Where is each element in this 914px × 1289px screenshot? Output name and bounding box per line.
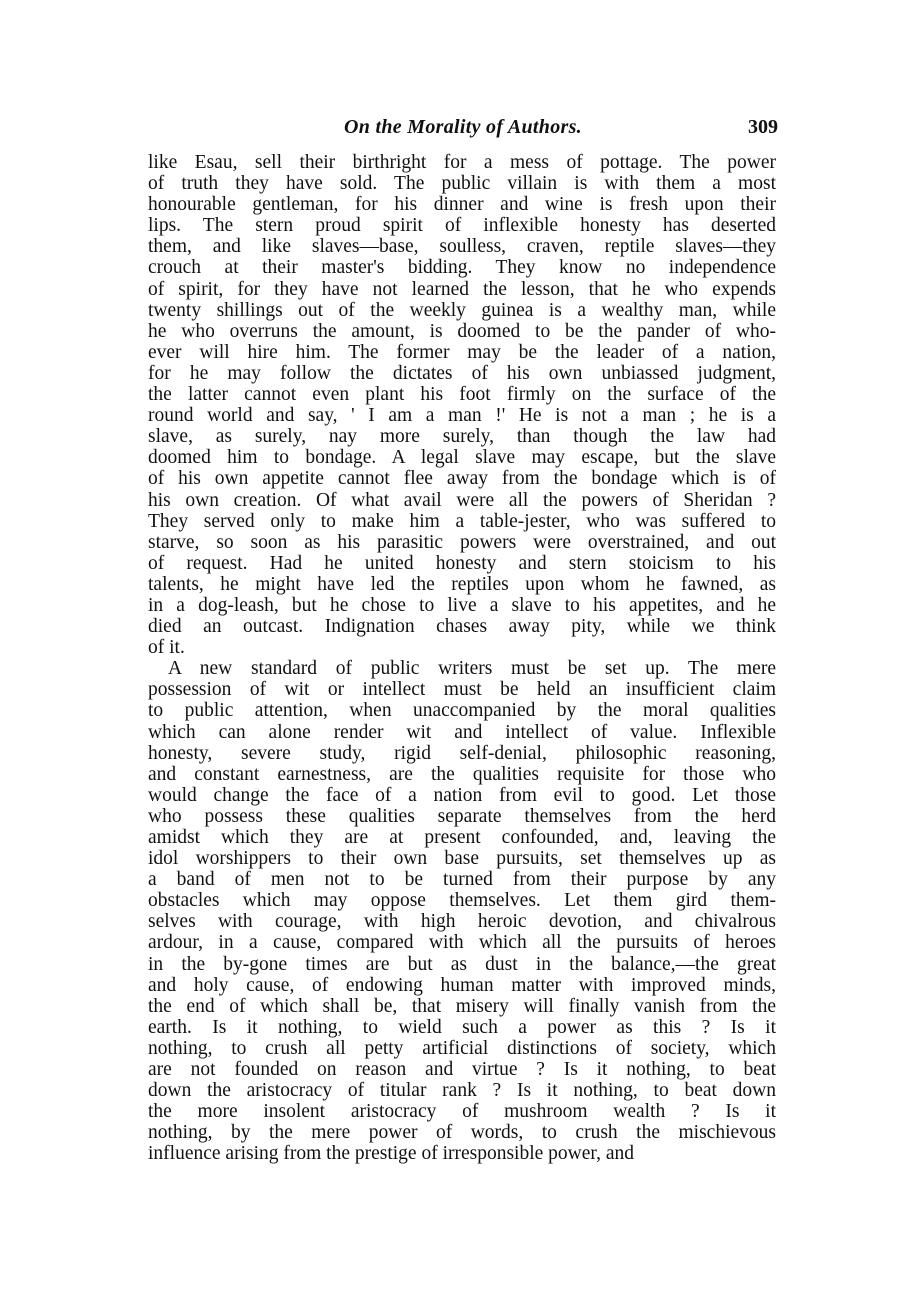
text-line: the latter cannot even plant his foot firmly on the surface of the — [148, 384, 776, 406]
text-line: honesty, severe study, rigid self-denial, philosophic reasoning, — [148, 742, 776, 764]
paragraph — [148, 152, 776, 658]
text-line: of it. — [148, 637, 185, 659]
text-line: possession of wit or intellect must be held an insufficient claim — [148, 679, 776, 701]
text-line: talents, he might have led the reptiles upon whom he fawned, as — [148, 573, 776, 595]
text-line: They served only to make him a table-jester, who was suffered to — [148, 510, 776, 532]
text-line: which can alone render wit and intellect of value. Inflexible — [148, 721, 776, 743]
text-line: of truth they have sold. The public villain is with them a most — [148, 173, 776, 195]
text-line: down the aristocracy of titular rank ? Is it nothing, to beat down — [148, 1080, 776, 1102]
text-line: honourable gentleman, for his dinner and wine is fresh upon their — [148, 194, 776, 216]
text-line: starve, so soon as his parasitic powers were overstrained, and out — [148, 531, 776, 553]
text-line: ardour, in a cause, compared with which all the pursuits of heroes — [148, 932, 776, 954]
text-line: influence arising from the prestige of irresponsible power, and — [148, 1143, 635, 1165]
running-title: On the Morality of Authors. — [344, 116, 582, 138]
body-text — [148, 152, 776, 1165]
text-line: he who overruns the amount, is doomed to be the pander of who- — [148, 320, 776, 342]
text-line: lips. The stern proud spirit of inflexible honesty has deserted — [148, 215, 776, 237]
text-line: died an outcast. Indignation chases away pity, while we think — [148, 616, 776, 638]
text-line: of request. Had he united honesty and stern stoicism to his — [148, 552, 776, 574]
text-line: the end of which shall be, that misery will finally vanish from the — [148, 995, 776, 1017]
text-line: round world and say, ' I am a man !' He is not a man ; he is a — [148, 405, 776, 427]
text-line: ever will hire him. The former may be the leader of a nation, — [148, 341, 776, 363]
text-line: in the by-gone times are but as dust in the balance,—the great — [148, 953, 776, 975]
text-line: obstacles which may oppose themselves. Let them gird them- — [148, 890, 776, 912]
text-line: for he may follow the dictates of his own unbiassed judgment, — [148, 362, 776, 384]
text-line: twenty shillings out of the weekly guinea is a wealthy man, while — [148, 299, 776, 321]
text-line: a band of men not to be turned from their purpose by any — [148, 869, 776, 891]
text-line: nothing, by the mere power of words, to crush the mischievous — [148, 1122, 776, 1144]
paragraph — [148, 658, 776, 1164]
text-line: who possess these qualities separate themselves from the herd — [148, 805, 776, 827]
text-line: would change the face of a nation from evil to good. Let those — [148, 784, 776, 806]
page-number: 309 — [748, 116, 778, 138]
text-line: are not founded on reason and virtue ? Is it nothing, to beat — [148, 1059, 776, 1081]
text-line: to public attention, when unaccompanied by the moral qualities — [148, 700, 776, 722]
text-line: A new standard of public writers must be set up. The mere — [168, 658, 776, 680]
text-line: like Esau, sell their birthright for a mess of pottage. The power — [148, 152, 776, 173]
text-line: the more insolent aristocracy of mushroom wealth ? Is it — [148, 1101, 776, 1123]
text-line: idol worshippers to their own base pursuits, set themselves up as — [148, 848, 776, 870]
text-line: doomed him to bondage. A legal slave may escape, but the slave — [148, 447, 776, 469]
text-line: of his own appetite cannot flee away from the bondage which is of — [148, 468, 776, 490]
text-line: nothing, to crush all petty artificial distinctions of society, which — [148, 1037, 776, 1059]
text-line: his own creation. Of what avail were all the powers of Sheridan ? — [148, 489, 776, 511]
text-line: in a dog-leash, but he chose to live a slave to his appetites, and he — [148, 594, 776, 616]
text-line: slave, as surely, nay more surely, than though the law had — [148, 426, 776, 448]
text-line: and constant earnestness, are the qualities requisite for those who — [148, 763, 776, 785]
text-line: amidst which they are at present confounded, and, leaving the — [148, 827, 776, 848]
text-line: and holy cause, of endowing human matter with improved minds, — [148, 974, 776, 996]
text-line: them, and like slaves—base, soulless, craven, reptile slaves—they — [148, 236, 776, 258]
text-line: selves with courage, with high heroic devotion, and chivalrous — [148, 911, 776, 933]
text-line: of spirit, for they have not learned the lesson, that he who expends — [148, 278, 776, 300]
text-line: earth. Is it nothing, to wield such a power as this ? Is it — [148, 1016, 776, 1038]
text-line: crouch at their master's bidding. They know no independence — [148, 257, 776, 279]
running-head — [148, 116, 778, 150]
